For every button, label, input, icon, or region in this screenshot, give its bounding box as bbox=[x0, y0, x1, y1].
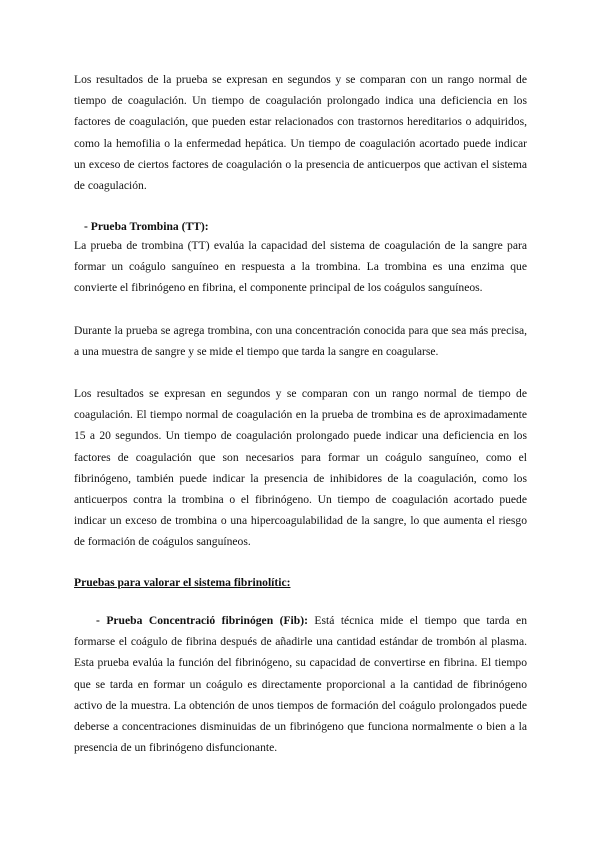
paragraph-fibrinogen-test bbox=[74, 610, 527, 758]
fibrinogen-test-body: Está técnica mide el tiempo que tarda en formarse el coágulo de fibrina después de añadirle una cantidad estándar de trombón al plasma. Esta prueba evalúa la función del fibrinógeno, su capacidad de convertirse en fibrina. El tiempo que se tarda en formar un coágulo es directamente proporcional a la cantidad de fibrinógeno activo de la muestra. La obtención de unos tiempos de formación del coágulo prolongados puede deberse a concentraciones disminuidas de un fibrinógeno que funciona normalmente o bien a la presencia de un fibrinógeno disfuncionante. bbox=[74, 614, 527, 755]
paragraph-results-coagulation: Los resultados de la prueba se expresan en segundos y se comparan con un rango normal de tiempo de coagulación. Un tiempo de coagulación prolongado indica una deficiencia en los factores de coagulación, que pueden estar relacionados con trastornos hereditarios o adquiridos, como la hemofilia o la enfermedad hepática. Un tiempo de coagulación acortado puede indicar un exceso de ciertos factores de coagulación o la presencia de anticuerpos que activan el sistema de coagulación. bbox=[74, 73, 527, 193]
paragraph-trombina-intro: La prueba de trombina (TT) evalúa la capacidad del sistema de coagulación de la sangre para formar un coágulo sanguíneo en respuesta a la trombina. La trombina es una enzima que convierte el fibrinógeno en fibrina, el componente principal de los coágulos sanguíneos. bbox=[74, 239, 527, 295]
heading-prueba-trombina: - Prueba Trombina (TT): bbox=[84, 220, 209, 233]
paragraph-trombina-procedure: Durante la prueba se agrega trombina, con una concentración conocida para que sea más precisa, a una muestra de sangre y se mide el tiempo que tarda la sangre en coagularse. bbox=[74, 324, 527, 359]
heading-fibrinolytic-tests: Pruebas para valorar el sistema fibrinolític: bbox=[74, 576, 291, 589]
fibrinogen-test-lead: - Prueba Concentració fibrinógen (Fib): bbox=[96, 614, 308, 627]
paragraph-trombina-results: Los resultados se expresan en segundos y se comparan con un rango normal de tiempo de coagulación. El tiempo normal de coagulación en la prueba de trombina es de aproximadamente 15 a 20 segundos. Un tiempo de coagulación prolongado puede indicar una deficiencia en los factores de coagulación que son necesarios para formar un coágulo sanguíneo, como el fibrinógeno, también puede indicar la presencia de inhibidores de la coagulación, como los anticuerpos contra la trombina o el fibrinógeno. Un tiempo de coagulación acortado puede indicar un exceso de trombina o una hipercoagulabilidad de la sangre, lo que aumenta el riesgo de formación de coágulos sanguíneos. bbox=[74, 387, 527, 549]
